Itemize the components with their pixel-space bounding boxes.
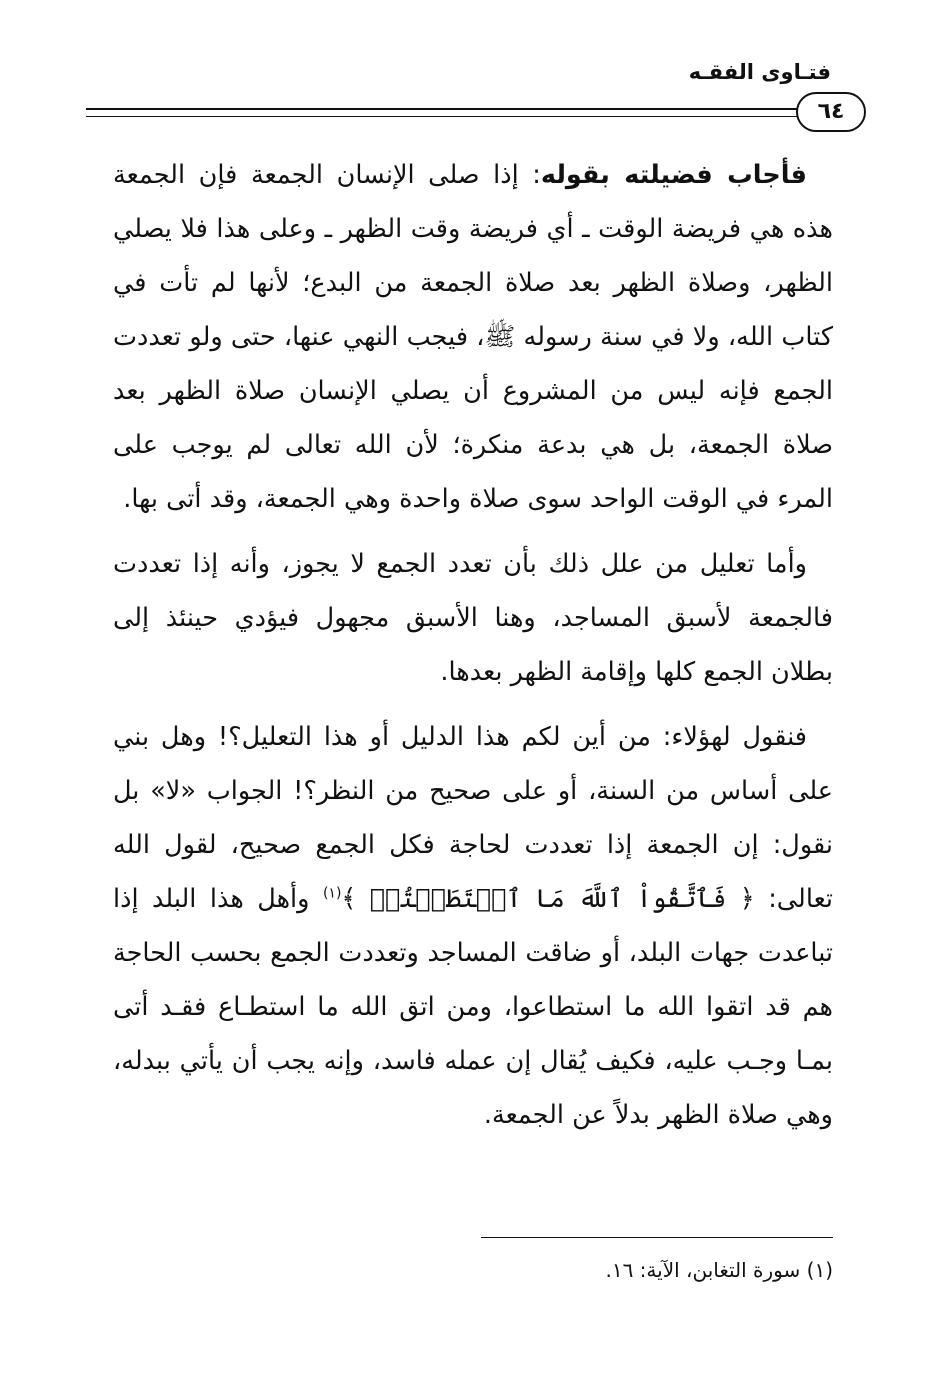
footnote-marker: (١)	[322, 885, 342, 902]
reply-text-before-verse: فنقول لهؤلاء: من أين لكم هذا الدليل أو هذا التعليل؟! وهل بني على أساس من السنة، أو على صحيح من النظر؟! الجواب «لا» بل نقول: إن الجمعة إذا تعددت لحاجة فكل الجمع صحيح، لقول الله تعالى:	[113, 722, 833, 914]
body-text	[113, 148, 833, 1142]
header-rule-thin	[86, 116, 800, 117]
paragraph-answer	[113, 148, 833, 526]
footnote-1: (١) سورة التغابن، الآية: ١٦.	[605, 1258, 833, 1282]
answer-text: : إذا صلى الإنسان الجمعة فإن الجمعة هذه هي فريضة الوقت ـ أي فريضة وقت الظهر ـ وعلى هذا فلا يصلي الظهر، وصلاة الظهر بعد صلاة الجمعة من البدع؛ لأنها لم تأت في كتاب الله، ولا في سنة رسوله ﷺ، فيجب النهي عنها، حتى ولو تعددت الجمع فإنه ليس من المشروع أن يصلي الإنسان صلاة الظهر بعد صلاة الجمعة، بل هي بدعة منكرة؛ لأن الله تعالى لم يوجب على المرء في الوقت الواحد سوى صلاة واحدة وهي الجمعة، وقد أتى بها.	[113, 160, 833, 514]
header-rule	[86, 108, 800, 110]
paragraph-reasoning	[113, 537, 833, 699]
answer-lead: فأجاب فضيلته بقوله	[540, 160, 807, 190]
page-number: ٦٤	[796, 92, 866, 132]
paragraph-reply	[113, 710, 833, 1142]
footnote-rule	[481, 1237, 833, 1238]
running-title: فتـاوى الفقـه	[688, 60, 831, 84]
reasoning-text: وأما تعليل من علل ذلك بأن تعدد الجمع لا يجوز، وأنه إذا تعددت فالجمعة لأسبق المساجد، وهنا الأسبق مجهول فيؤدي حينئذ إلى بطلان الجمع كلها وإقامة الظهر بعدها.	[113, 549, 833, 687]
reply-text-after-verse: وأهل هذا البلد إذا تباعدت جهات البلد، أو ضاقت المساجد وتعددت الجمع بحسب الحاجة هم قد اتقوا الله ما استطاعوا، ومن اتق الله ما استطـاع فقـد أتى بمـا وجـب عليه، فكيف يُقال إن عمله فاسد، وإنه يجب أن يأتي ببدله، وهي صلاة الظهر بدلاً عن الجمعة.	[113, 884, 833, 1130]
quran-verse: ﴿ فَٱتَّقُواْ ٱللَّهَ مَا ٱسۡتَطَعۡتُمۡ ﴾	[341, 884, 755, 914]
